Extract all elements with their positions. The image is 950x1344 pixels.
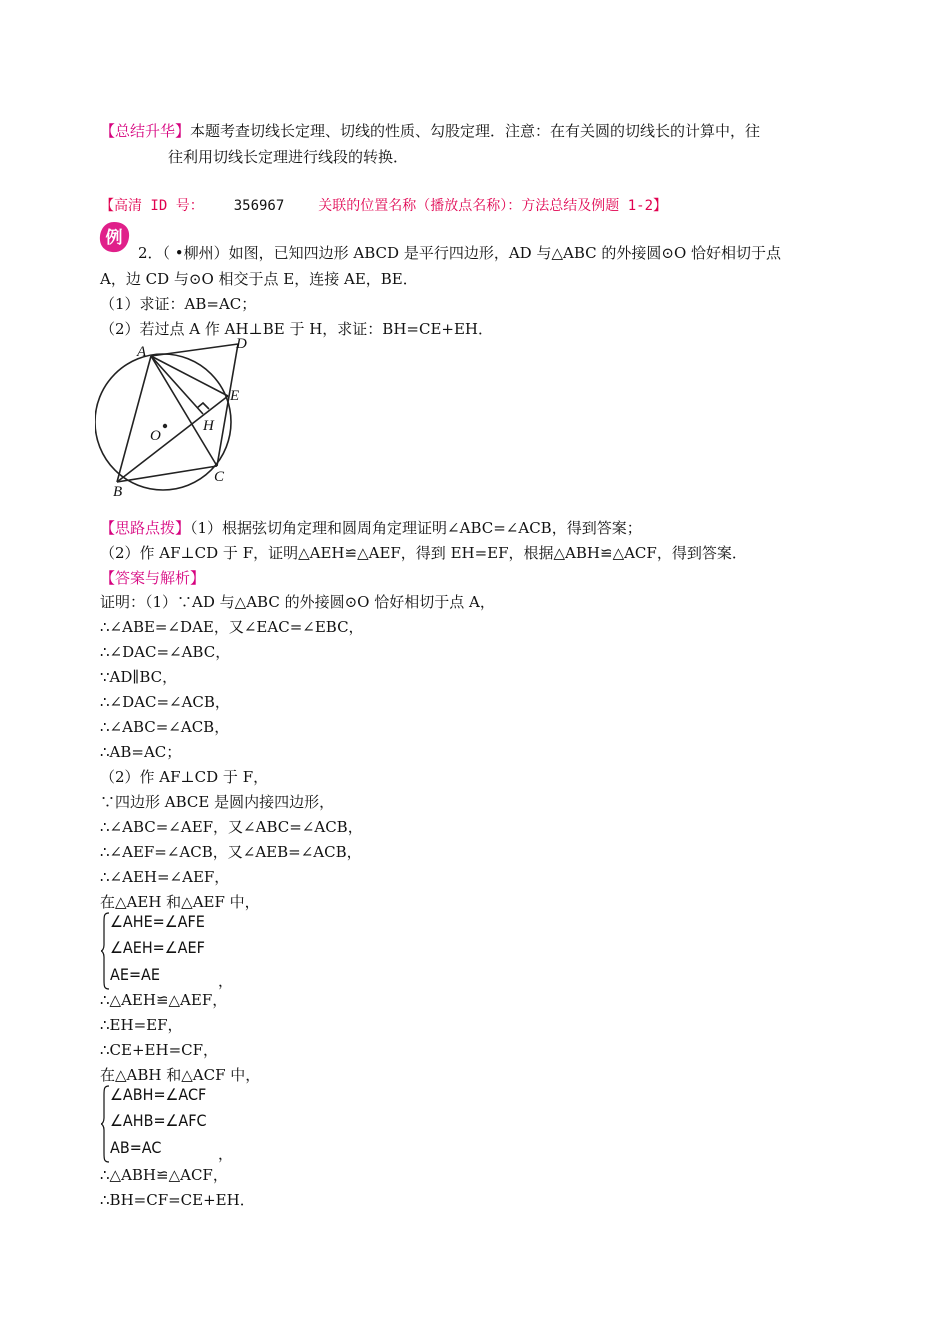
answer-line: ∴∠DAC=∠ACB， bbox=[100, 693, 230, 711]
answer-line: 证明：（1）∵AD 与△ABC 的外接圆⊙O 恰好相切于点 A， bbox=[100, 593, 495, 611]
summary-line2: 往利用切线长定理进行线段的转换． bbox=[168, 148, 409, 166]
system2-tail: ， bbox=[218, 1145, 234, 1163]
example-line1: 2．（ •柳州）如图，已知四边形 ABCD 是平行四边形，AD 与△ABC 的外接圆⊙O 恰好相切于点 bbox=[138, 244, 782, 262]
equation-system-1 bbox=[100, 912, 260, 992]
answer-line: ∴∠DAC=∠ABC， bbox=[100, 643, 231, 661]
segment-ad bbox=[151, 344, 238, 356]
label-b: B bbox=[113, 484, 123, 498]
label-a: A bbox=[137, 344, 147, 360]
hd-name: 关联的位置名称（播放点名称）：方法总结及例题 1-2】 bbox=[318, 198, 668, 214]
label-h: H bbox=[203, 418, 214, 434]
answer-tag: 【答案与解析】 bbox=[100, 569, 206, 587]
answer-line: ∴∠AEF=∠ACB，又∠AEB=∠ACB， bbox=[100, 843, 362, 861]
example-line2: A，边 CD 与⊙O 相交于点 E，连接 AE，BE． bbox=[100, 270, 418, 288]
system1-row: AE=AE bbox=[110, 965, 160, 984]
system1-row: ∠AEH=∠AEF bbox=[110, 938, 205, 957]
system2-row: ∠AHB=∠AFC bbox=[110, 1111, 207, 1130]
brace-icon bbox=[100, 1085, 110, 1163]
segment-ab bbox=[117, 356, 151, 482]
system1-row: ∠AHE=∠AFE bbox=[110, 912, 205, 931]
hint-line2: （2）作 AF⊥CD 于 F，证明△AEH≌△AEF，得到 EH=EF，根据△ABH≌△ACF，得到答案． bbox=[100, 544, 747, 562]
system1-tail: ， bbox=[218, 972, 234, 990]
hd-id: 356967 bbox=[233, 198, 285, 214]
example-question-2: （2）若过点 A 作 AH⊥BE 于 H，求证：BH=CE+EH． bbox=[100, 320, 493, 338]
answer-line: ∵AD∥BC， bbox=[100, 668, 178, 686]
summary-tag: 【总结升华】 bbox=[100, 122, 191, 140]
answer-line: ∴△AEH≌△AEF， bbox=[100, 991, 228, 1009]
brace-icon bbox=[100, 912, 110, 990]
answer-line: ∴EH=EF， bbox=[100, 1016, 183, 1034]
answer-line: ∴CE+EH=CF， bbox=[100, 1041, 219, 1059]
system2-row: ∠ABH=∠ACF bbox=[110, 1085, 207, 1104]
answer-line: ∴△ABH≌△ACF， bbox=[100, 1166, 228, 1184]
summary-line1: 本题考查切线长定理、切线的性质、勾股定理．注意：在有关圆的切线长的计算中，往 bbox=[190, 122, 761, 140]
answer-line: 在△ABH 和△ACF 中， bbox=[100, 1066, 261, 1084]
answer-line: ∵四边形 ABCE 是圆内接四边形， bbox=[100, 793, 335, 811]
right-angle-mark bbox=[197, 403, 209, 409]
geometry-figure bbox=[95, 336, 255, 498]
center-dot bbox=[163, 424, 167, 428]
answer-line: 在△AEH 和△AEF 中， bbox=[100, 893, 260, 911]
answer-line: （2）作 AF⊥CD 于 F， bbox=[100, 768, 269, 786]
summary-paragraph bbox=[100, 120, 760, 141]
label-c: C bbox=[214, 469, 225, 485]
example-badge-icon bbox=[97, 220, 131, 254]
example-question-1: （1）求证：AB=AC； bbox=[100, 295, 257, 313]
answer-line: ∴∠ABC=∠AEF，又∠ABC=∠ACB， bbox=[100, 818, 363, 836]
answer-line: ∴∠ABE=∠DAE，又∠EAC=∠EBC， bbox=[100, 618, 364, 636]
label-d: D bbox=[236, 336, 247, 352]
hint-line1: （1）根据弦切角定理和圆周角定理证明∠ABC=∠ACB，得到答案； bbox=[190, 519, 642, 537]
hint-paragraph bbox=[100, 517, 642, 538]
segment-ah bbox=[151, 356, 203, 414]
answer-line: ∴BH=CF=CE+EH． bbox=[100, 1191, 255, 1209]
segment-bc bbox=[117, 466, 217, 482]
segment-dc bbox=[217, 344, 238, 466]
answer-line: ∴∠ABC=∠ACB， bbox=[100, 718, 230, 736]
hint-tag: 【思路点拨】 bbox=[100, 519, 191, 537]
label-e: E bbox=[230, 388, 240, 404]
hd-id-line bbox=[100, 195, 667, 215]
answer-line: ∴AB=AC； bbox=[100, 743, 182, 761]
equation-system-2 bbox=[100, 1085, 260, 1165]
hd-tag: 【高清 ID 号： bbox=[100, 198, 204, 214]
example-badge-text: 例 bbox=[105, 228, 123, 248]
label-o: O bbox=[150, 428, 161, 444]
system2-row: AB=AC bbox=[110, 1138, 162, 1157]
answer-line: ∴∠AEH=∠AEF， bbox=[100, 868, 230, 886]
